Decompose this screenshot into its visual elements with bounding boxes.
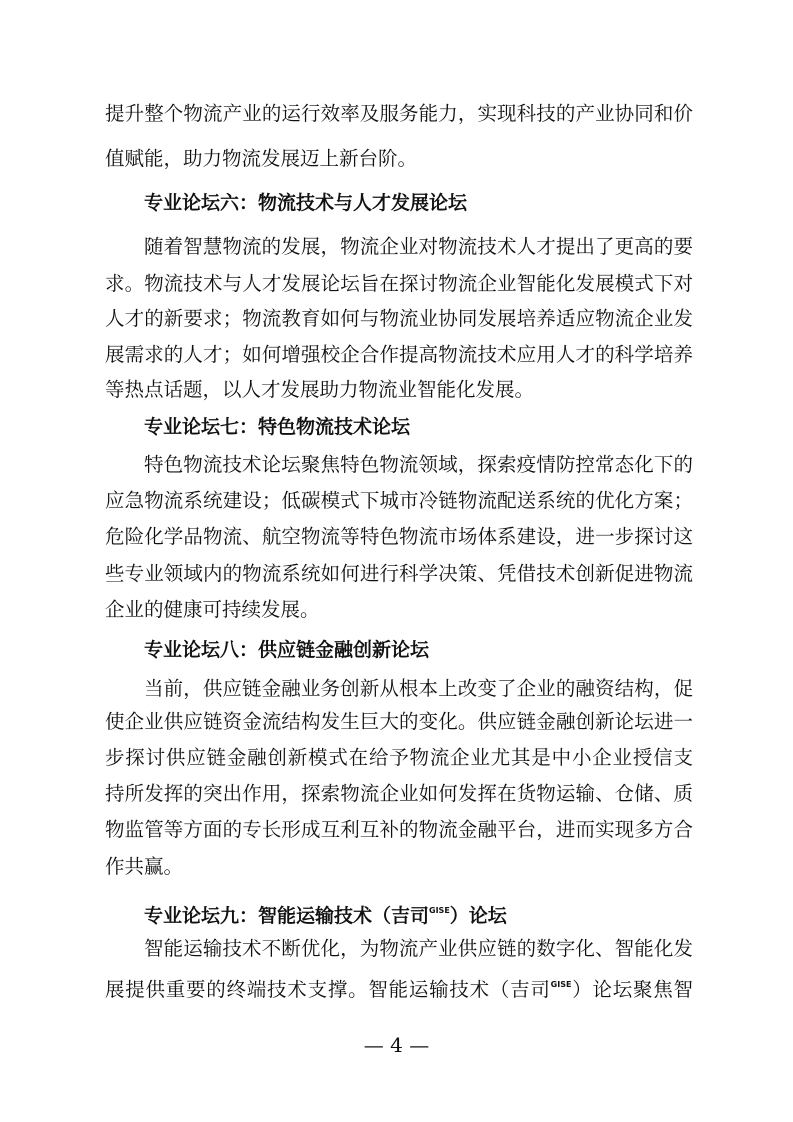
body-text-line: 危险化学品物流、航空物流等特色物流市场体系建设，进一步探讨这 bbox=[105, 525, 693, 548]
body-text-line: 值赋能，助力物流发展迈上新台阶。 bbox=[105, 147, 418, 170]
body-text-line: 持所发挥的突出作用，探索物流企业如何发挥在货物运输、仓储、质 bbox=[105, 782, 693, 805]
body-text-line: 使企业供应链资金流结构发生巨大的变化。供应链金融创新论坛进一 bbox=[105, 710, 693, 733]
body-text-line: 步探讨供应链金融创新模式在给予物流企业尤其是中小企业授信支 bbox=[105, 746, 693, 769]
body-text-line: 企业的健康可持续发展。 bbox=[105, 598, 320, 621]
body-text-line: 些专业领域内的物流系统如何进行科学决策、凭借技术创新促进物流 bbox=[105, 562, 693, 585]
body-text-line: 求。物流技术与人才发展论坛旨在探讨物流企业智能化发展模式下对 bbox=[105, 272, 693, 295]
body-text-line: 应急物流系统建设；低碳模式下城市冷链物流配送系统的优化方案； bbox=[105, 489, 693, 512]
body-text-line: 等热点话题，以人才发展助力物流业智能化发展。 bbox=[105, 378, 535, 401]
body-text: ）论坛聚焦智 bbox=[571, 978, 693, 1001]
section-heading-forum-9 bbox=[144, 897, 507, 930]
body-text-line bbox=[105, 971, 693, 1004]
page-number: — 4 — bbox=[363, 1033, 430, 1057]
body-text-line: 作共赢。 bbox=[105, 855, 184, 878]
body-text-line: 提升整个物流产业的运行效率及服务能力，实现科技的产业协同和价 bbox=[105, 102, 693, 125]
body-text-line: 智能运输技术不断优化，为物流产业供应链的数字化、智能化发 bbox=[144, 937, 693, 960]
body-text-line: 特色物流技术论坛聚焦特色物流领域，探索疫情防控常态化下的 bbox=[144, 453, 693, 476]
body-text-line: 人才的新要求；物流教育如何与物流业协同发展培养适应物流企业发 bbox=[105, 307, 693, 330]
body-text: 展提供重要的终端技术支撑。智能运输技术（吉司 bbox=[105, 978, 551, 1001]
body-text-line: 随着智慧物流的发展，物流企业对物流技术人才提出了更高的要 bbox=[144, 235, 693, 258]
superscript-text: GISE bbox=[550, 980, 572, 989]
body-text-line: 当前，供应链金融业务创新从根本上改变了企业的融资结构，促 bbox=[144, 677, 693, 700]
section-heading-forum-7: 专业论坛七：特色物流技术论坛 bbox=[144, 416, 411, 438]
body-text-line: 展需求的人才；如何增强校企合作提高物流技术应用人才的科学培养 bbox=[105, 343, 693, 366]
heading-text: ）论坛 bbox=[449, 905, 507, 927]
superscript-text: GISE bbox=[429, 906, 450, 915]
heading-text: 专业论坛九：智能运输技术（吉司 bbox=[144, 905, 430, 927]
section-heading-forum-6: 专业论坛六：物流技术与人才发展论坛 bbox=[144, 192, 468, 214]
body-text-line: 物监管等方面的专长形成互利互补的物流金融平台，进而实现多方合 bbox=[105, 818, 693, 841]
section-heading-forum-8: 专业论坛八：供应链金融创新论坛 bbox=[144, 639, 430, 661]
